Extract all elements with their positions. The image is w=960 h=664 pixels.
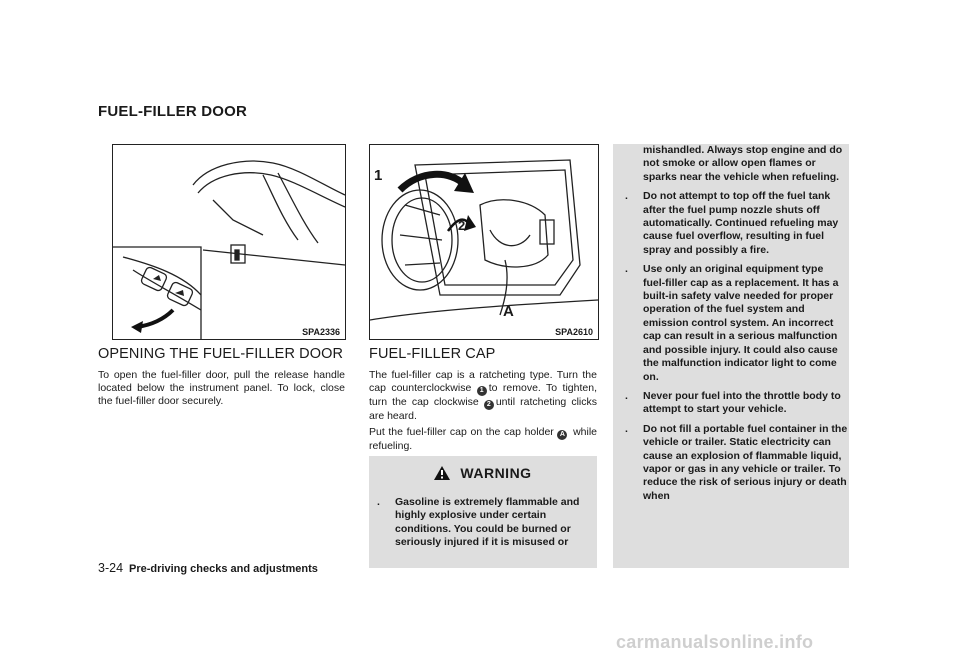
release-handle-illustration <box>113 145 345 339</box>
opening-paragraph: To open the fuel-filler door, pull the release handle located below the instrument panel. To lock, close the fuel-filler door securely. <box>98 369 345 407</box>
fuel-cap-paragraph-2: Put the fuel-filler cap on the cap holder A while refueling. <box>369 426 598 452</box>
figure-release-handle <box>112 144 346 340</box>
figure-code: SPA2610 <box>555 327 593 337</box>
section-heading: FUEL-FILLER DOOR <box>98 103 248 120</box>
warning-triangle-icon <box>434 466 450 480</box>
watermark: carmanualsonline.info <box>616 632 814 652</box>
chapter-title: Pre-driving checks and adjustments <box>129 563 318 575</box>
warning-title: WARNING <box>369 465 597 481</box>
fuel-cap-illustration <box>370 145 598 339</box>
warning-box <box>369 456 597 568</box>
page-number: 3-24 <box>98 561 124 575</box>
callout-2-inline: 2 <box>484 400 494 410</box>
list-item: mishandled. Always stop engine and do not smoke or allow open flames or sparks near the vehicle when refueling. <box>643 144 843 183</box>
callout-2: 2 <box>458 218 466 233</box>
figure-code: SPA2336 <box>302 327 340 337</box>
page-footer <box>98 561 318 575</box>
callout-1-inline: 1 <box>477 386 487 396</box>
subheading-opening: OPENING THE FUEL-FILLER DOOR <box>98 346 344 362</box>
warning-list <box>377 496 591 556</box>
figure-fuel-cap <box>369 144 599 340</box>
list-item: . Use only an original equipment type fuel-filler cap as a replacement. It has a built-in safety valve needed for proper operation of the fuel system and emission control system. An incorrect cap can result in a serious malfunction and possible injury. It could also cause the malfunction indicator light to come on. <box>625 263 839 383</box>
list-item: . Gasoline is extremely flammable and highly explosive under certain conditions. You could be burned or seriously injured if it is misused or <box>377 496 580 549</box>
callout-1: 1 <box>374 167 383 184</box>
list-item: . Do not fill a portable fuel container in the vehicle or trailer. Static electricity can cause an explosion of flammable liquid, vapor or gas in any vehicle or trailer. To reduce the risk of serious injury or death when <box>625 422 848 502</box>
callout-a-inline: A <box>557 430 567 440</box>
warning-list-continued <box>613 144 848 509</box>
callout-a: A <box>503 303 514 320</box>
subheading-fuel-cap: FUEL-FILLER CAP <box>369 346 496 362</box>
list-item: . Never pour fuel into the throttle body to attempt to start your vehicle. <box>625 389 841 416</box>
list-item: . Do not attempt to top off the fuel tank after the fuel pump nozzle shuts off automatically. Continued refueling may cause fuel overflow, resulting in fuel spray and possibly a fire. <box>625 190 839 256</box>
fuel-cap-paragraph-1: The fuel-filler cap is a ratcheting type. Turn the cap counterclockwise 1 to remove. To tighten, turn the cap clockwise 2 until ratcheting clicks are heard. <box>369 369 597 422</box>
